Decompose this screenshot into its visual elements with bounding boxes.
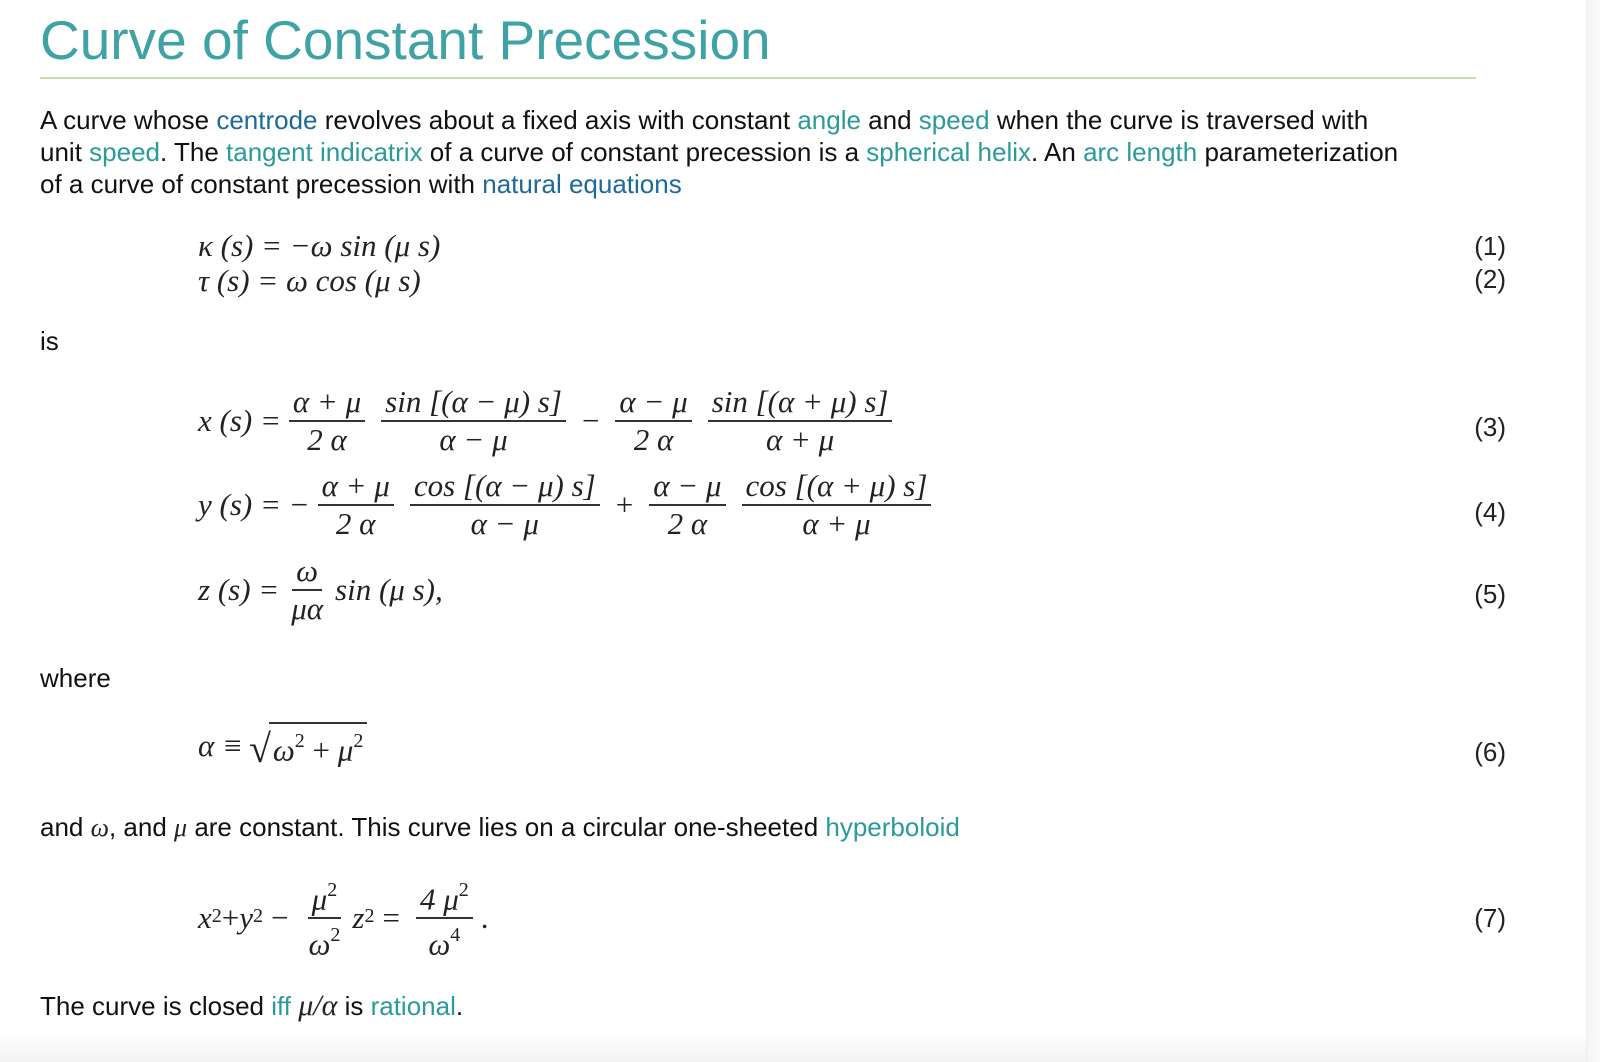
numerator-term: 4 μ (419, 881, 459, 917)
constant-paragraph (40, 811, 1500, 844)
link-tangent-indicatrix[interactable]: tangent indicatrix (226, 137, 423, 167)
operator: + (221, 900, 240, 936)
denominator: α + μ (765, 422, 835, 457)
constant-text: , and (108, 812, 175, 842)
intro-text: when the curve is traversed with (989, 105, 1369, 135)
term-y: y (239, 900, 254, 936)
link-centrode[interactable]: centrode (216, 105, 318, 135)
equation-number-5: (5) (1474, 579, 1506, 609)
fraction (381, 384, 566, 458)
radicand (269, 722, 367, 769)
term-z: z (352, 900, 365, 936)
operator: − (581, 403, 600, 438)
omega-symbol: ω (90, 813, 109, 842)
radicand-term: μ (337, 732, 354, 768)
fraction (305, 874, 345, 963)
radical-sign-icon: √ (248, 726, 271, 772)
numerator (416, 874, 473, 919)
equation-number-6: (6) (1474, 737, 1506, 767)
constant-text: and (40, 812, 91, 842)
constant-text: are constant. This curve lies on a circular one-sheeted (187, 812, 826, 842)
equation-4-lhs: y (s) = − (198, 487, 310, 522)
intro-text: revolves about a fixed axis with constant (317, 105, 798, 135)
equation-3 (198, 384, 900, 458)
exponent: 2 (458, 879, 469, 901)
ratio-symbol: μ/α (298, 989, 338, 1022)
denominator: 2 α (633, 422, 674, 457)
intro-text: . An (1031, 137, 1084, 167)
equation-2 (198, 264, 421, 298)
link-speed-2[interactable]: speed (89, 137, 160, 167)
exponent: 2 (330, 924, 341, 947)
link-arc-length[interactable]: arc length (1083, 137, 1198, 167)
equation-number-7: (7) (1474, 903, 1506, 933)
link-natural-equations[interactable]: natural equations (482, 169, 682, 199)
denominator: α − μ (439, 422, 508, 457)
operator: − (271, 900, 289, 936)
exponent: 2 (327, 879, 338, 901)
exponent: 2 (353, 730, 364, 752)
closing-text: is (337, 991, 371, 1021)
numerator: α + μ (318, 468, 394, 506)
intro-text: . The (160, 137, 227, 167)
numerator: sin [(α − μ) s] (381, 384, 566, 422)
link-hyperboloid[interactable]: hyperboloid (825, 812, 960, 842)
numerator: α − μ (615, 384, 691, 422)
denominator: μα (291, 591, 324, 626)
numerator: α + μ (289, 384, 365, 422)
denominator-term: ω (428, 926, 451, 962)
numerator: cos [(α − μ) s] (410, 468, 600, 506)
intro-text: A curve whose (40, 105, 217, 135)
mu-symbol: μ (174, 813, 188, 842)
link-iff[interactable]: iff (271, 991, 291, 1021)
period: . (480, 900, 489, 936)
fraction (416, 874, 473, 963)
denominator: α + μ (802, 506, 871, 541)
page-edge (1586, 0, 1600, 1062)
closing-text: . (455, 991, 464, 1021)
exponent: 2 (211, 905, 222, 928)
link-speed[interactable]: speed (918, 105, 990, 135)
numerator (308, 874, 342, 919)
term-x: x (198, 900, 212, 936)
intro-text: unit (40, 137, 90, 167)
square-root (248, 722, 367, 772)
equation-7 (198, 874, 489, 963)
equation-2-text: τ (s) = ω cos (μ s) (198, 263, 421, 298)
equation-5-rest: sin (μ s), (335, 572, 443, 607)
link-angle[interactable]: angle (797, 105, 861, 135)
equation-6 (198, 722, 367, 772)
equation-number-1: (1) (1474, 231, 1506, 261)
denominator (424, 919, 464, 962)
numerator-term: μ (311, 881, 328, 917)
intro-text: parameterization (1197, 137, 1399, 167)
operator: = (382, 900, 400, 936)
exponent: 4 (450, 924, 461, 947)
equation-3-lhs: x (s) = (198, 403, 281, 438)
exponent: 2 (364, 905, 375, 928)
text-is: is (40, 326, 59, 356)
denominator: α − μ (470, 506, 539, 541)
intro-text: of a curve of constant precession with (40, 169, 483, 199)
equation-number-4: (4) (1474, 497, 1506, 527)
fraction (615, 384, 691, 458)
denominator: 2 α (307, 422, 347, 457)
text-where: where (40, 663, 111, 693)
equation-5 (198, 553, 443, 627)
denominator: 2 α (335, 506, 376, 541)
numerator: ω (292, 553, 322, 591)
numerator: α − μ (649, 468, 725, 506)
closing-paragraph (40, 990, 1500, 1022)
equation-number-2: (2) (1474, 264, 1506, 294)
bottom-fade (0, 1030, 1586, 1062)
fraction (289, 384, 365, 458)
equation-5-lhs: z (s) = (198, 572, 280, 607)
intro-text: of a curve of constant precession is a (422, 137, 867, 167)
title-divider (40, 77, 1476, 79)
intro-paragraph (40, 104, 1500, 200)
exponent: 2 (253, 905, 264, 928)
exponent: 2 (294, 730, 305, 752)
fraction (287, 553, 327, 627)
denominator (305, 919, 345, 962)
operator: + (615, 487, 634, 522)
operator: + (304, 732, 338, 768)
fraction (410, 468, 600, 542)
fraction (649, 468, 725, 542)
fraction (742, 468, 932, 542)
equation-1 (198, 229, 440, 263)
intro-text: and (860, 105, 919, 135)
numerator: sin [(α + μ) s] (708, 384, 893, 422)
page-title: Curve of Constant Precession (40, 9, 771, 71)
equation-1-text: κ (s) = −ω sin (μ s) (198, 228, 441, 263)
equation-4 (198, 468, 939, 542)
radicand-term: ω (272, 732, 295, 768)
link-spherical-helix[interactable]: spherical helix (866, 137, 1032, 167)
denominator-term: ω (308, 926, 331, 962)
equation-6-lhs: α ≡ (198, 727, 243, 763)
equation-number-3: (3) (1474, 412, 1506, 442)
numerator: cos [(α + μ) s] (742, 468, 932, 506)
closing-text: The curve is closed (40, 991, 272, 1021)
denominator: 2 α (667, 506, 708, 541)
fraction (318, 468, 394, 542)
link-rational[interactable]: rational (370, 991, 456, 1021)
fraction (708, 384, 893, 458)
